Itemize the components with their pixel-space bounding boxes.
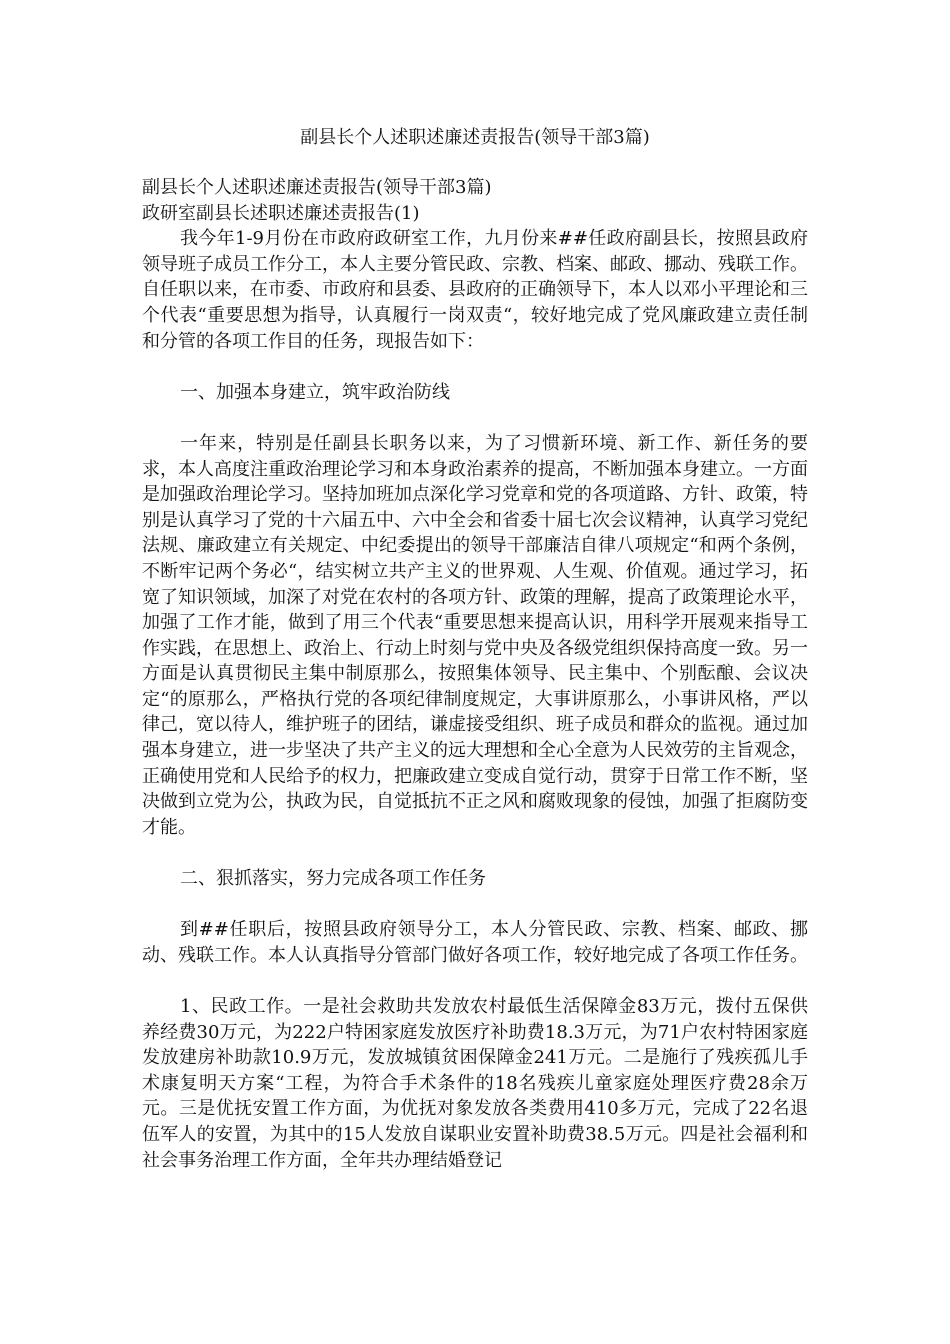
document-title: 副县长个人述职述廉述责报告(领导干部3篇) [300,127,650,148]
heading-two: 二、狠抓落实，努力完成各项工作任务 [180,868,486,890]
document-subtitle: 副县长个人述职述廉述责报告(领导干部3篇) [142,177,492,198]
intro-paragraph: 我今年1-9月份在市政府政研室工作，九月份来##任政府副县长，按照县政府领导班子成员工作分工，本人主要分管民政、宗教、档案、邮政、挪动、残联工作。自任职以来，在市委、市政府和县委、县政府的正确领导下，本人以邓小平理论和三个代表“重要思想为指导，认真履行一岗双责“，较好地完成了党风廉政建立责任制和分管的各项工作目的任务，现报告如下： [142,228,808,352]
paragraph-three: 1、民政工作。一是社会救助共发放农村最低生活保障金83万元，拨付五保供养经费30万元，为222户特困家庭发放医疗补助费18.3万元，为71户农村特困家庭发放建房补助款10.9万元，发放城镇贫困保障金241万元。二是施行了残疾孤儿手术康复明天方案“工程，为符合手术条件的18名残疾儿童家庭处理医疗费28余万元。三是优抚安置工作方面，为优抚对象发放各类费用410多万元，完成了22名退伍军人的安置，为其中的15人发放自谋职业安置补助费38.5万元。四是社会福利和社会事务治理工作方面，全年共办理结婚登记 [142,996,808,1171]
section-title: 政研室副县长述职述廉述责报告(1) [142,202,420,224]
document-body [142,175,808,1173]
paragraph-one: 一年来，特别是任副县长职务以来，为了习惯新环境、新工作、新任务的要求，本人高度注重政治理论学习和本身政治素养的提高，不断加强本身建立。一方面是加强政治理论学习。坚持加班加点深化学习党章和党的各项道路、方针、政策，特别是认真学习了党的十六届五中、六中全会和省委十届七次会议精神，认真学习党纪法规、廉政建立有关规定、中纪委提出的领导干部廉洁自律八项规定“和两个条例，不断牢记两个务必“，结实树立共产主义的世界观、人生观、价值观。通过学习，拓宽了知识领域，加深了对党在农村的各项方针、政策的理解，提高了政策理论水平，加强了工作才能，做到了用三个代表“重要思想来提高认识，用科学开展观来指导工作实践，在思想上、政治上、行动上时刻与党中央及各级党组织保持高度一致。另一方面是认真贯彻民主集中制原那么，按照集体领导、民主集中、个别酝酿、会议决定“的原那么，严格执行党的各项纪律制度规定，大事讲原那么，小事讲风格，严以律己，宽以待人，维护班子的团结，谦虚接受组织、班子成员和群众的监视。通过加强本身建立，进一步坚决了共产主义的远大理想和全心全意为人民效劳的主旨观念，正确使用党和人民给予的权力，把廉政建立变成自觉行动，贯穿于日常工作不断，坚决做到立党为公，执政为民，自觉抵抗不正之风和腐败现象的侵蚀，加强了拒腐防变才能。 [142,432,808,838]
paragraph-two: 到##任职后，按照县政府领导分工，本人分管民政、宗教、档案、邮政、挪动、残联工作。本人认真指导分管部门做好各项工作，较好地完成了各项工作任务。 [142,919,808,966]
heading-one: 一、加强本身建立，筑牢政治防线 [180,381,450,403]
